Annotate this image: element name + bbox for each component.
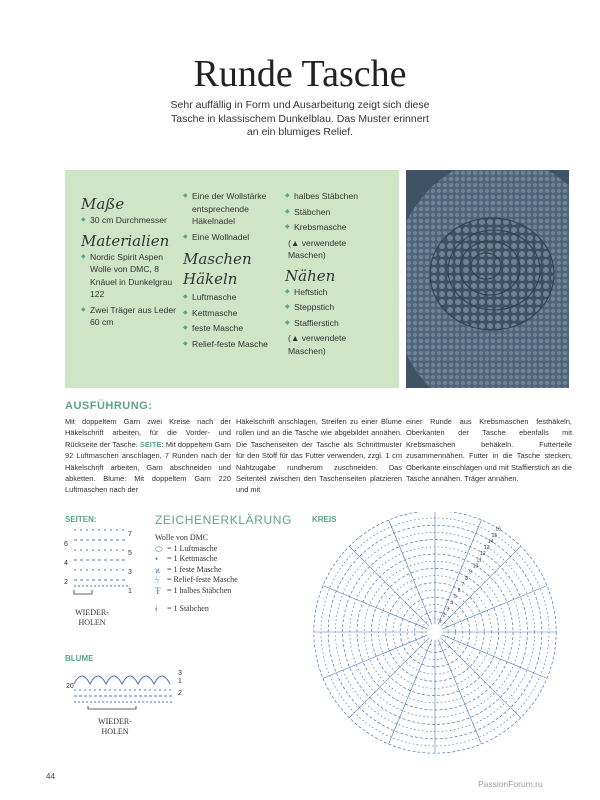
round-number: 5 — [453, 594, 457, 601]
kreis-label: KREIS — [312, 515, 337, 524]
seiten-row-numbers-right — [128, 525, 132, 601]
legend-item: Ŧ = 1 halbes Stäbchen — [155, 585, 232, 596]
masse-item: ◆ 30 cm Durchmesser — [81, 214, 181, 227]
stitch-item: ◆ halbes Stäbchen — [285, 190, 385, 203]
round-number: 4 — [450, 600, 453, 607]
chain-stitch-icon: ⬭ — [155, 543, 163, 554]
zeichen-heading: ZEICHENERKLÄRUNG — [155, 513, 292, 527]
round-number: 6 — [457, 588, 461, 595]
round-number: 10 — [472, 563, 479, 570]
page-title: Runde Tasche — [193, 53, 407, 95]
page-number: 44 — [46, 772, 55, 781]
material-item: ◆ Zwei Träger aus Leder 60 cm — [81, 304, 181, 329]
maschen-heading: Maschen Häkeln — [183, 250, 252, 288]
round-number: 9 — [469, 569, 472, 576]
tool-item: ◆ Eine Wollnadel — [183, 231, 281, 244]
stitch-item: ◆ Krebsmasche — [285, 221, 385, 234]
blume-chart — [62, 660, 192, 710]
round-number: 8 — [465, 575, 469, 582]
round-number: 16 — [495, 526, 501, 533]
stitch-item: ◆ Relief-feste Masche — [183, 338, 281, 351]
stitch-item: ◆ feste Masche — [183, 322, 281, 335]
stitch-legend — [155, 533, 238, 615]
round-number: 2 — [442, 612, 446, 619]
double-crochet-icon: ǂ — [155, 604, 158, 614]
ausfuehrung-heading: AUSFÜHRUNG: — [65, 400, 153, 412]
sewing-item: ◆ Steppstich — [285, 301, 385, 314]
legend-item: ϟ = Relief-feste Masche — [155, 575, 238, 585]
materialien-heading: Materialien — [81, 231, 170, 250]
legend-item: ⬭ = 1 Luftmasche — [155, 543, 218, 554]
column-3 — [285, 190, 385, 357]
chart-increase-line — [323, 635, 428, 678]
kreis-chart — [306, 512, 576, 762]
relief-stitch-icon: ϟ — [155, 575, 160, 585]
sewing-item: ◆ Heftstich — [285, 286, 385, 299]
row-number: 4 — [64, 560, 68, 567]
row-number: 2 — [178, 690, 182, 697]
masse-heading: Maße — [81, 195, 125, 213]
seiten-row-numbers-left — [64, 535, 68, 592]
round-number: 3 — [446, 606, 450, 613]
round-number: 11 — [476, 557, 482, 564]
watermark: PassionForum.ru — [478, 779, 543, 789]
single-crochet-icon: ϰ — [155, 564, 161, 575]
row-number: 5 — [128, 550, 132, 557]
row-number: 1 — [178, 678, 182, 685]
slip-stitch-icon: • — [155, 554, 159, 564]
chart-increase-line — [438, 520, 481, 625]
legend-item: ǂ = 1 Stäbchen — [155, 604, 209, 614]
instructions-col-1 — [65, 416, 231, 496]
used-stitches-note: (▲ verwendete Maschen) — [288, 237, 347, 260]
round-number: 12 — [480, 551, 486, 558]
naehen-heading: Nähen — [285, 266, 336, 285]
repeat-label: WIEDER- HOLEN — [98, 717, 132, 736]
legend-item: • = 1 Kettmasche — [155, 554, 218, 564]
chart-increase-line — [438, 639, 481, 744]
sewing-item: ◆ Staffierstich — [285, 317, 385, 330]
row-number: 2 — [64, 579, 68, 586]
repeat-label: WIEDER- HOLEN — [75, 608, 109, 627]
row-number: 3 — [128, 569, 132, 576]
half-double-crochet-icon: Ŧ — [155, 585, 161, 596]
row-number: 3 — [178, 670, 182, 677]
chart-increase-line — [441, 638, 521, 718]
round-number: 7 — [461, 581, 465, 588]
stitch-item: ◆ Stäbchen — [285, 206, 385, 219]
chart-increase-line — [389, 520, 432, 625]
row-number: 6 — [64, 541, 68, 548]
chart-increase-line — [323, 586, 428, 629]
round-number: 14 — [487, 538, 494, 545]
intro-text: Sehr auffällig in Form und Ausarbeitung zeigt sich diese Tasche in klassischem Dunkelblau. Das Muster erinnert an ein blumiges Relief. — [170, 99, 430, 138]
used-stitches-note: (▲ verwendete Maschen) — [288, 333, 347, 356]
round-number: 13 — [484, 545, 490, 552]
instructions-text: Mit doppeltem Garn zwei Kreise nach der Häkelschrift arbeiten, für die Vorder- und Rückseite der Tasche. — [65, 417, 231, 449]
seiten-label: SEITEN: — [65, 515, 97, 524]
column-2 — [183, 190, 281, 350]
row-number: 7 — [128, 531, 132, 538]
seite-label: SEITE: — [139, 439, 164, 449]
bag-photo — [406, 170, 569, 388]
legend-title: Wolle von DMC — [155, 533, 209, 542]
row-number: 1 — [128, 588, 132, 595]
column-1 — [81, 192, 181, 329]
stitch-item: ◆ Kettmasche — [183, 307, 281, 320]
tool-item: ◆ Eine der Wollstärke entsprechende Häkelnadel — [183, 190, 281, 228]
material-item: ◆ Nordic Spirit Aspen Wolle von DMC, 8 Knäuel in Dunkelgrau 122 — [81, 251, 181, 301]
stitch-item: ◆ Luftmasche — [183, 291, 281, 304]
round-number: 15 — [491, 532, 498, 539]
legend-item: ϰ = 1 feste Masche — [155, 564, 222, 575]
instructions-col-3: einer Runde aus Krebsmaschen festhäkeln, Oberkanten der Tasche ebenfalls mit Krebsmaschen behäkeln. Futterteile zusammennähen. Futter in die Tasche stecken, Oberkante einschlagen und mit Staffierstich an die Tasche annähen. Träger annähen. — [406, 417, 572, 484]
row-number: 20 — [66, 683, 74, 690]
materials-box — [65, 170, 399, 388]
round-number: 1 — [438, 618, 442, 625]
instructions-col-2: Häkelschrift anschlagen, Streifen zu einer Blume rollen und an die Tasche wie abgebildet annähen. Die Taschenseiten der Tasche als Schnittmuster für den Stoff für das Futter verwenden, zzgl. 1 cm Nahtzugabe rundherum zuschneiden. Das Seitenteil zwischen den Taschenseiten platzieren und mit — [236, 417, 402, 495]
blume-label: BLUME — [65, 654, 94, 663]
instructions-text: Mit doppeltem Garn 92 Luftmaschen anschlagen, 7 Runden nach der Häkelschrift arbeiten, Garn abschneiden und abketten. Blume: Mit doppeltem Garn 220 Luftmaschen nach der — [65, 439, 231, 495]
